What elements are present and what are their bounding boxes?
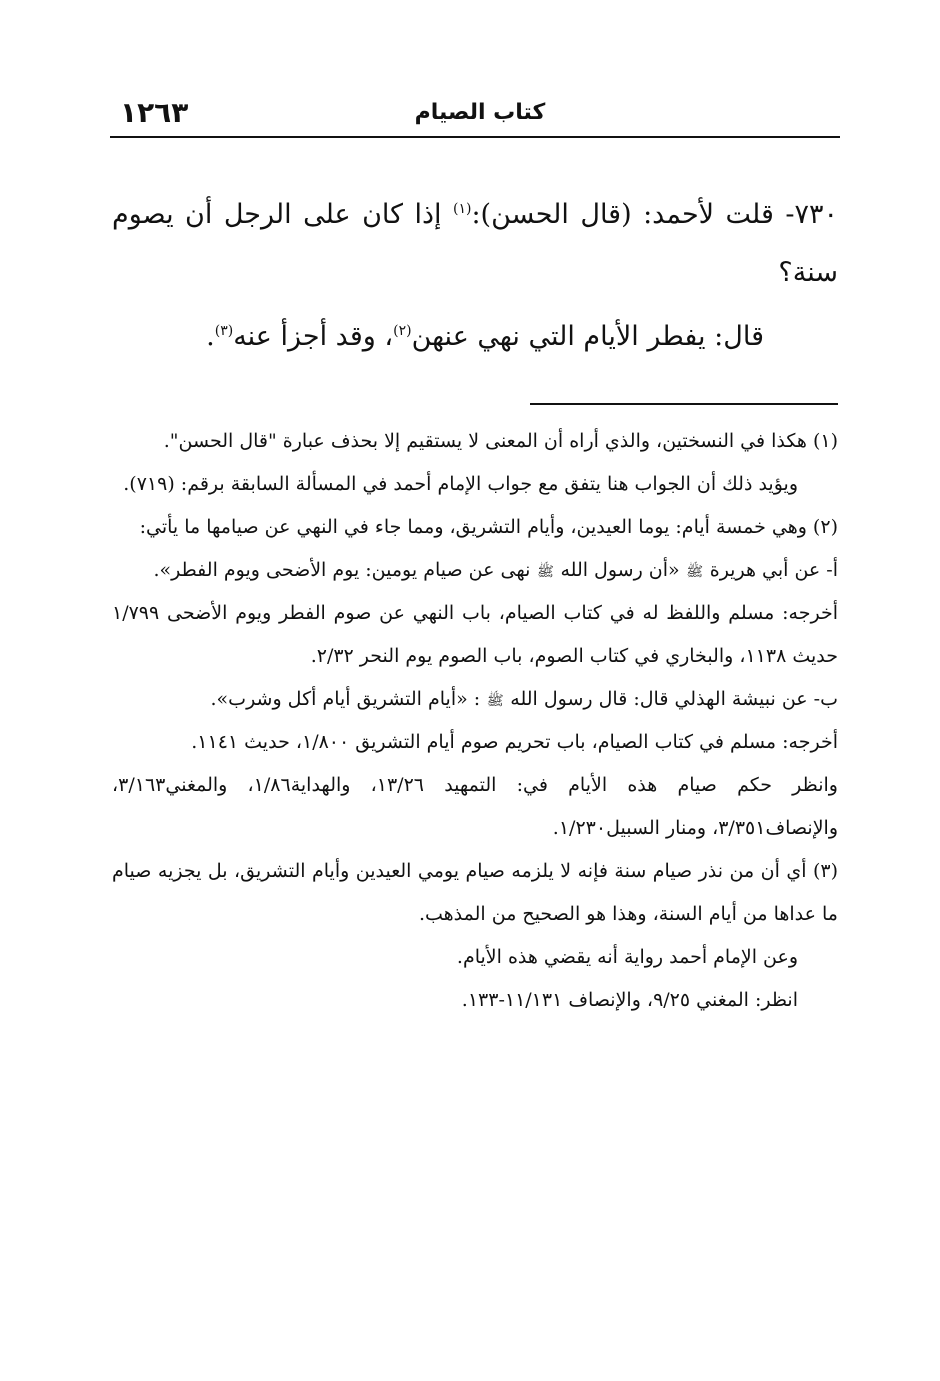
footnote-2-item-a-source: أخرجه: مسلم واللفظ له في كتاب الصيام، باب النهي عن صوم الفطر ويوم الأضحى ١/٧٩٩ حديث ١١٣٨، والبخاري في كتاب الصوم، باب الصوم يوم النحر ٢/٣٢. [112,602,838,667]
answer-text-b: ، وقد أجزأ عنه [233,321,394,352]
footnote-2-item-b-prefix: ب- عن نبيشة الهذلي قال: قال رسول الله [504,688,838,710]
main-text [112,186,838,366]
footnote-2-item-b-suffix: : «أيام التشريق أيام أكل وشرب». [210,688,487,710]
honorific-icon: ﷺ [536,564,554,580]
page-header [110,92,840,132]
footnote-3-line-3: انظر: المغني ٩/٢٥، والإنصاف ١١/١٣١-١٣٣. [461,989,798,1011]
footnote-2-item-a-mid: «أن رسول الله [554,559,686,581]
footnote-2-item-a-prefix: أ- عن أبي هريرة [703,559,838,581]
question-text-a: قلت لأحمد: (قال الحسن): [471,199,774,230]
answer-text-a: قال: يفطر الأيام التي نهي عنهن [411,321,764,352]
footnote-ref-2: (٢) [393,323,412,339]
header-rule [110,136,840,138]
footnote-2-item-a [112,549,838,592]
page-number: ١٢٦٣ [120,96,189,129]
honorific-icon: ﷺ [686,564,704,580]
footnote-2-item-b [112,678,838,721]
footnote-2-references: وانظر حكم صيام هذه الأيام في: التمهيد ١٣/٢٦، والهداية١/٨٦، والمغني٣/١٦٣، والإنصاف٣/٣٥١، ومنار السبيل١/٢٣٠. [112,774,838,839]
footnote-rule [530,403,838,405]
question-paragraph [112,186,838,302]
honorific-icon: ﷺ [486,693,504,709]
footnote-3-line-2: وعن الإمام أحمد رواية أنه يقضي هذه الأيام. [456,946,798,968]
answer-text-c: . [206,321,215,352]
footnote-2-item-a-suffix: نهى عن صيام يومين: يوم الأضحى ويوم الفطر». [153,559,537,581]
footnote-1-line-2: ويؤيد ذلك أن الجواب هنا يتفق مع جواب الإمام أحمد في المسألة السابقة برقم: (٧١٩). [123,473,798,495]
running-title: كتاب الصيام [414,100,546,125]
footnote-2-intro: (٢) وهي خمسة أيام: يوما العيدين، وأيام التشريق، ومما جاء في النهي عن صيامها ما يأتي: [139,516,838,538]
footnote-2-item-b-source: أخرجه: مسلم في كتاب الصيام، باب تحريم صوم أيام التشريق ١/٨٠٠، حديث ١١٤١. [191,731,838,753]
footnote-ref-3: (٣) [214,323,234,339]
footnote-ref-1: (١) [452,201,472,217]
footnote-1-line-1: (١) هكذا في النسختين، والذي أراه أن المعنى لا يستقيم إلا بحذف عبارة "قال الحسن". [163,430,838,452]
question-number: ٧٣٠- [773,199,838,230]
answer-paragraph [112,308,838,366]
footnotes [112,420,838,1022]
question-text-b: إذا كان على الرجل أن يصوم سنة؟ [112,199,838,288]
footnote-3-line-1: (٣) أي أن من نذر صيام سنة فإنه لا يلزمه صيام يومي العيدين وأيام التشريق، بل يجزيه صيام ما عداها من أيام السنة، وهذا هو الصحيح من المذهب. [112,860,838,925]
